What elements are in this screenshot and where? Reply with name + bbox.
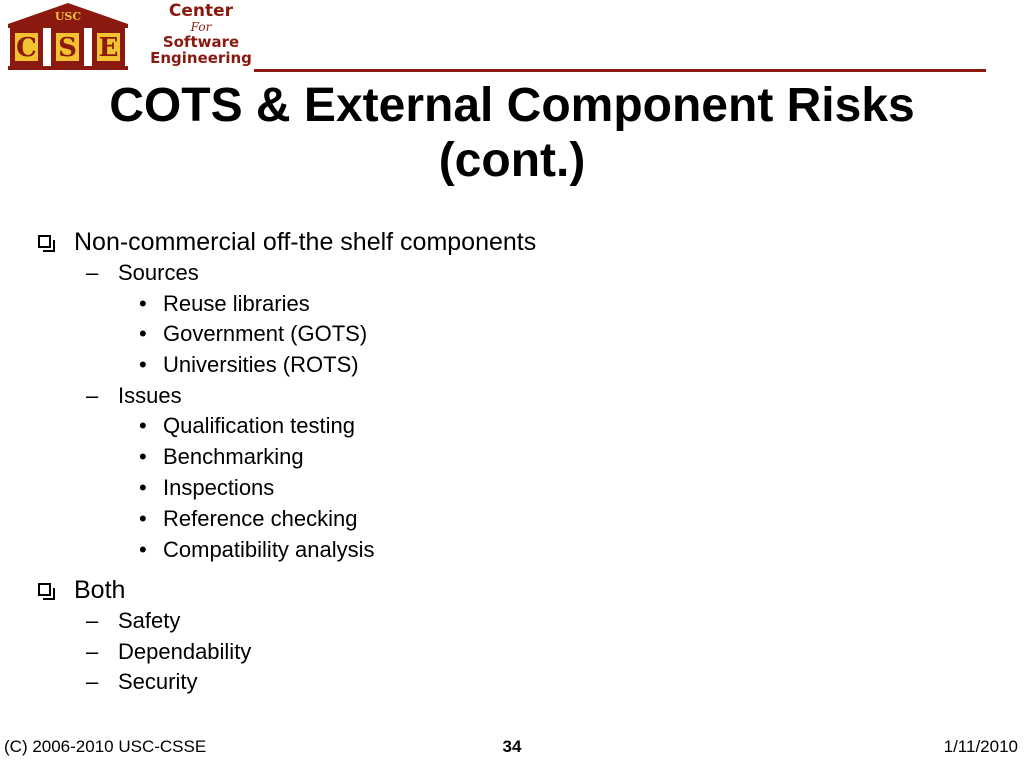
dot-bullet-icon: • xyxy=(139,321,147,347)
checkbox-bullet-icon xyxy=(38,235,51,248)
dot-bullet-icon: • xyxy=(139,413,147,439)
org-name xyxy=(142,3,260,66)
bullet-text: Issues xyxy=(118,382,182,408)
bullet-text: Government (GOTS) xyxy=(163,321,368,347)
slide-body xyxy=(36,226,996,698)
bullet-level2 xyxy=(36,381,996,412)
bullet-level2 xyxy=(36,606,996,637)
bullet-text: Reference checking xyxy=(163,505,358,531)
dot-bullet-icon: • xyxy=(139,505,147,531)
usc-csse-logo-icon xyxy=(4,2,132,74)
bullet-text: Sources xyxy=(118,260,199,285)
bullet-level2 xyxy=(36,667,996,698)
bullet-text: Safety xyxy=(118,608,181,634)
bullet-text: Compatibility analysis xyxy=(163,536,375,562)
org-line-center: Center xyxy=(168,1,234,21)
footer-page-number: 34 xyxy=(502,737,522,756)
bullet-text: Dependability xyxy=(118,638,252,664)
dot-bullet-icon: • xyxy=(139,290,147,316)
bullet-text: Reuse libraries xyxy=(163,290,310,316)
bullet-text: Benchmarking xyxy=(163,444,304,470)
header-rule xyxy=(254,69,986,72)
dot-bullet-icon: • xyxy=(139,474,147,500)
org-line-software: Software xyxy=(162,33,240,51)
bullet-level3 xyxy=(36,442,996,473)
logo-letter-s: S xyxy=(58,33,77,63)
bullet-level1 xyxy=(36,226,996,258)
bullet-level2 xyxy=(36,258,996,289)
bullet-level3 xyxy=(36,473,996,504)
dash-bullet-icon: – xyxy=(86,669,99,695)
bullet-level1 xyxy=(36,574,996,606)
bullet-level3 xyxy=(36,411,996,442)
bullet-text: Non-commercial off-the shelf components xyxy=(74,228,537,256)
logo-usc-text: USC xyxy=(54,10,82,23)
org-line-engineering: Engineering xyxy=(150,49,252,67)
bullet-level3 xyxy=(36,535,996,566)
dot-bullet-icon: • xyxy=(139,536,147,562)
bullet-text: Inspections xyxy=(163,474,275,500)
checkbox-bullet-icon xyxy=(38,583,51,596)
bullet-text: Security xyxy=(118,669,198,695)
bullet-text: Both xyxy=(74,576,126,605)
bullet-level3 xyxy=(36,350,996,381)
bullet-level2 xyxy=(36,637,996,668)
slide-title-line2: (cont.) xyxy=(438,134,586,187)
slide-title xyxy=(0,78,1024,188)
logo-letter-c: C xyxy=(16,33,37,63)
dot-bullet-icon: • xyxy=(139,444,147,470)
dash-bullet-icon: – xyxy=(86,260,99,285)
dash-bullet-icon: – xyxy=(86,608,99,634)
footer-date: 1/11/2010 xyxy=(943,737,1018,756)
dash-bullet-icon: – xyxy=(86,638,99,664)
bullet-level3 xyxy=(36,289,996,320)
dash-bullet-icon: – xyxy=(86,382,99,408)
dot-bullet-icon: • xyxy=(139,352,147,378)
bullet-level3 xyxy=(36,504,996,535)
bullet-level3 xyxy=(36,319,996,350)
org-line-for: For xyxy=(190,20,212,34)
bullet-text: Universities (ROTS) xyxy=(163,352,359,378)
slide-title-line1: COTS & External Component Risks xyxy=(109,79,915,132)
bullet-text: Qualification testing xyxy=(163,413,355,439)
footer-copyright: (C) 2006-2010 USC-CSSE xyxy=(4,737,207,756)
logo-letter-e: E xyxy=(98,33,119,63)
